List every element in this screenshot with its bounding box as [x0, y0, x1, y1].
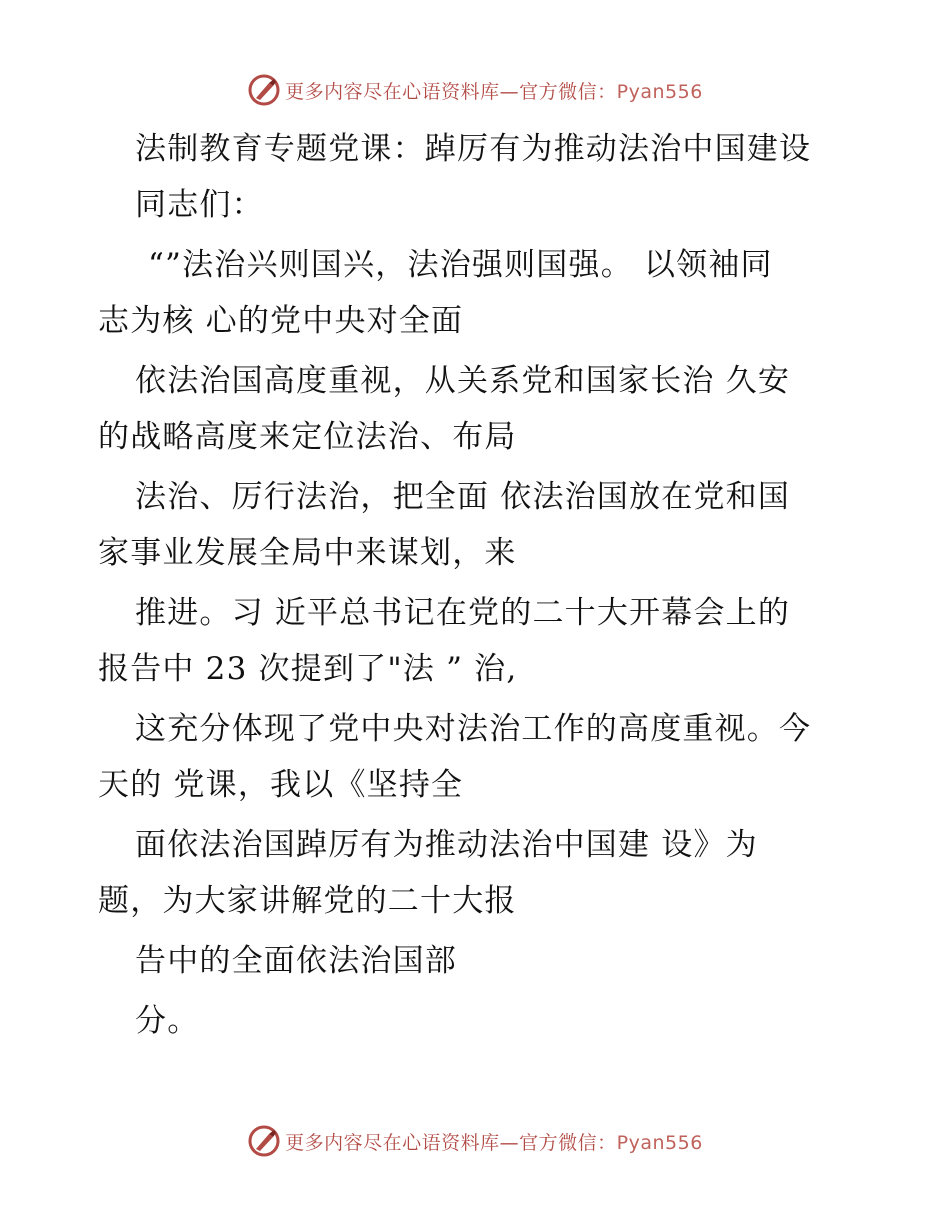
paragraph-line: 依法治国高度重视，从关系党和国家长治 久安: [135, 363, 791, 399]
document-title: 法制教育专题党课：踔厉有为推动法治中国建设: [135, 131, 812, 167]
paragraph-line: 报告中 23 次提到了"法 ” 治,: [98, 651, 518, 687]
header-banner: [0, 70, 950, 110]
paragraph-line: 的战略高度来定位法治、布局: [98, 419, 517, 455]
paragraph-line: 天的 党课，我以《坚持全: [98, 767, 464, 803]
paragraph-line: 分。: [135, 1003, 200, 1039]
pen-quill-logo-icon: [247, 73, 281, 107]
footer-banner: [0, 1121, 950, 1161]
paragraph-line: “”法治兴则国兴，法治强则国强。 以领袖同: [148, 247, 773, 283]
footer-wechat-id: Pyan556: [616, 1131, 703, 1154]
pen-quill-logo-icon: [247, 1124, 281, 1158]
header-banner-text: 更多内容尽在心语资料库—官方微信：Pyan556: [285, 80, 703, 103]
paragraph-line: 告中的全面依法治国部: [135, 943, 457, 979]
paragraph-line: 面依法治国踔厉有为推动法治中国建 设》为: [135, 827, 758, 863]
paragraph-line: 家事业发展全局中来谋划，来: [98, 535, 517, 571]
paragraph-line: 这充分体现了党中央对法治工作的高度重视。今: [135, 711, 812, 747]
paragraph-line: 题，为大家讲解党的二十大报: [98, 883, 517, 919]
paragraph-line: 推进。习 近平总书记在党的二十大开幕会上的: [135, 595, 791, 631]
header-wechat-id: Pyan556: [616, 80, 703, 103]
salutation: 同志们：: [135, 187, 264, 223]
paragraph-line: 法治、厉行法治，把全面 依法治国放在党和国: [135, 479, 791, 515]
footer-banner-text: 更多内容尽在心语资料库—官方微信：Pyan556: [285, 1131, 703, 1154]
paragraph-line: 志为核 心的党中央对全面: [98, 303, 464, 339]
